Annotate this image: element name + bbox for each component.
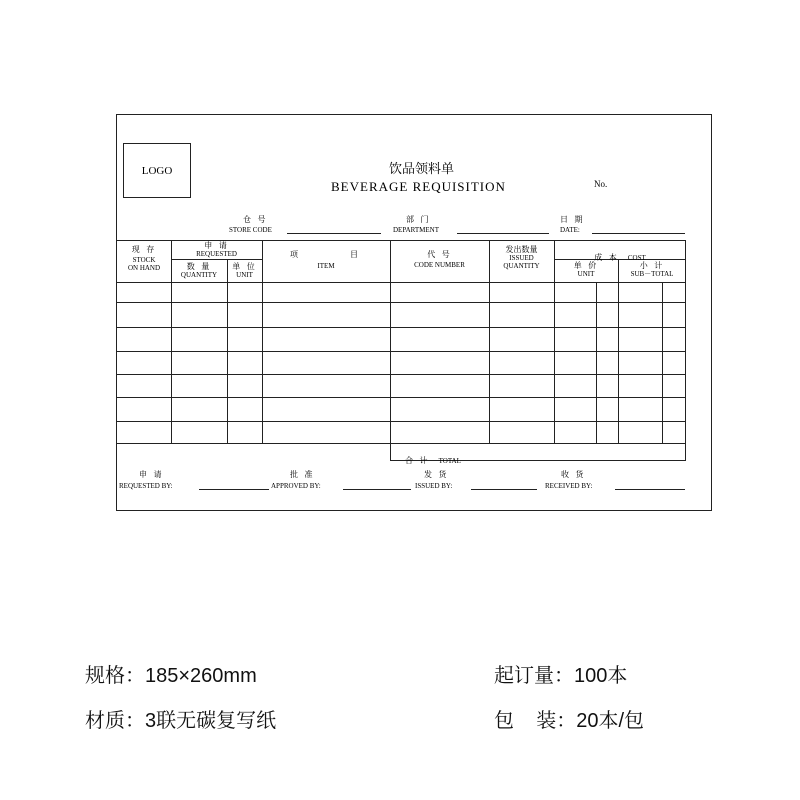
col-cost: 成 本 COST xyxy=(594,253,646,262)
approved-by-field[interactable] xyxy=(343,489,411,490)
title-chinese: 饮品领料单 xyxy=(389,162,455,177)
total-label: 合 计 TOTAL xyxy=(405,456,461,465)
col-item-cn-2: 目 xyxy=(350,250,360,259)
title-english: BEVERAGE REQUISITION xyxy=(331,179,506,194)
col-unit-price: 单 价 UNIT xyxy=(573,261,599,278)
logo-box: LOGO xyxy=(123,143,191,198)
issued-by-label-cn: 发 货 xyxy=(424,470,449,479)
requested-by-label: REQUESTED BY: xyxy=(119,482,173,490)
spec-material: 材质：3联无碳复写纸 xyxy=(85,710,277,732)
received-by-label-cn: 收 货 xyxy=(561,470,586,479)
approved-by-label-cn: 批 准 xyxy=(290,470,315,479)
col-stock-on-hand: 现 存 STOCK ON HAND xyxy=(127,245,161,272)
table-body[interactable] xyxy=(117,283,686,444)
col-sub-total: 小 计 SUB－TOTAL xyxy=(630,261,674,278)
spec-min-order: 起订量：100本 xyxy=(494,665,628,687)
issued-by-label: ISSUED BY: xyxy=(415,482,453,490)
total-field[interactable] xyxy=(489,445,685,460)
col-unit: 单 位 UNIT xyxy=(232,262,257,279)
department-label-cn: 部 门 xyxy=(406,215,431,224)
col-requested: 申 请 REQUESTED xyxy=(196,241,237,258)
col-item: ITEM xyxy=(317,262,335,270)
spec-size: 规格：185×260mm xyxy=(85,665,257,687)
store-code-label: STORE CODE xyxy=(229,226,272,234)
issued-by-field[interactable] xyxy=(471,489,537,490)
received-by-field[interactable] xyxy=(615,489,685,490)
date-label: DATE: xyxy=(560,226,580,234)
col-quantity: 数 量 QUANTITY xyxy=(180,262,218,279)
spec-packaging: 包 装：20本/包 xyxy=(494,710,645,732)
department-label: DEPARTMENT xyxy=(393,226,439,234)
received-by-label: RECEIVED BY: xyxy=(545,482,593,490)
requisition-form xyxy=(116,114,712,511)
col-issued-quantity: 发出数量 ISSUED QUANTITY xyxy=(503,245,540,270)
col-item-cn-1: 项 xyxy=(290,250,300,259)
requested-by-label-cn: 申 请 xyxy=(139,470,164,479)
date-label-cn: 日 期 xyxy=(560,215,585,224)
approved-by-label: APPROVED BY: xyxy=(271,482,321,490)
requested-by-field[interactable] xyxy=(199,489,269,490)
store-code-label-cn: 仓 号 xyxy=(243,215,268,224)
number-label: No. xyxy=(594,179,608,189)
col-code-number: 代 号 CODE NUMBER xyxy=(414,250,465,269)
